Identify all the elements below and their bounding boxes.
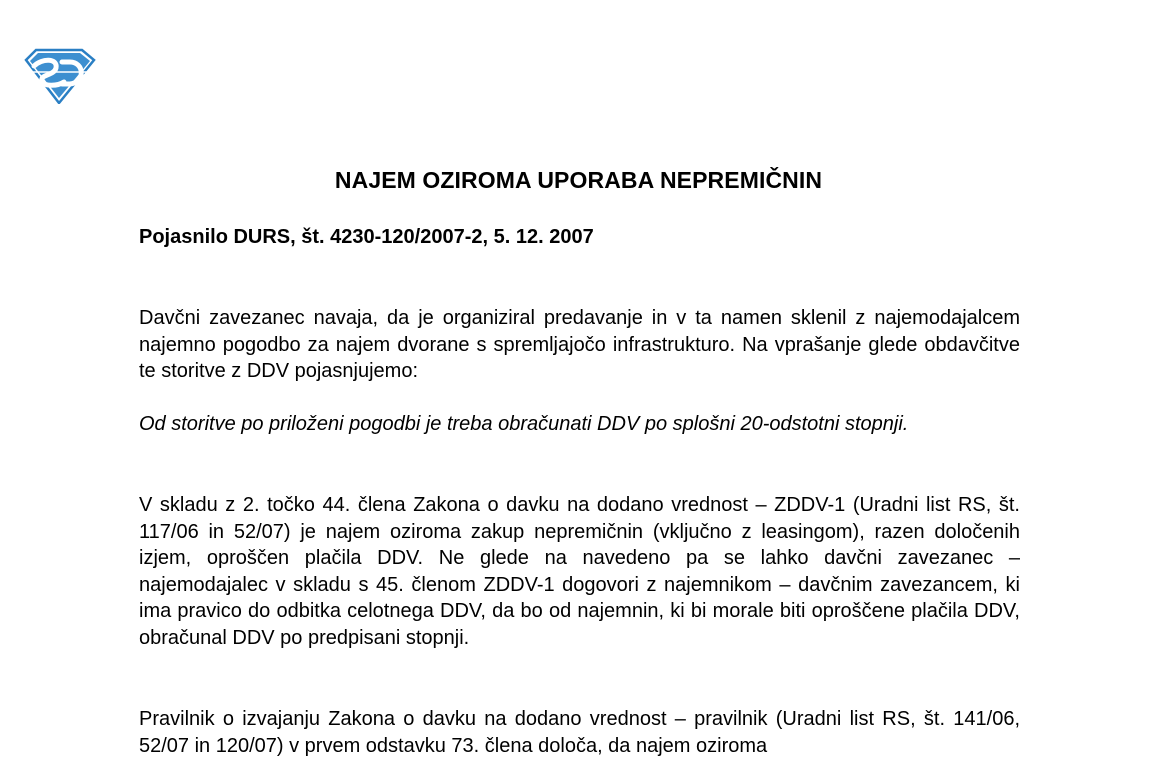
company-logo xyxy=(22,48,96,104)
page-title: NAJEM OZIROMA UPORABA NEPREMIČNIN xyxy=(334,167,823,193)
document-reference: Pojasnilo DURS, št. 4230-120/2007-2, 5. 12. 2007 xyxy=(139,226,594,248)
paragraph-intro: Davčni zavezanec navaja, da je organiziral predavanje in v ta namen sklenil z najemodajalcem najemno pogodbo za najem dvorane s spremljajočo infrastrukturo. Na vprašanje glede obdavčitve te storitve z DDV pojasnjujemo: xyxy=(139,307,1020,383)
paragraph-answer: Od storitve po priloženi pogodbi je treba obračunati DDV po splošni 20-odstotni stopnji. xyxy=(139,413,909,435)
paragraph-legal-basis: V skladu z 2. točko 44. člena Zakona o davku na dodano vrednost – ZDDV-1 (Uradni list RS, št. 117/06 in 52/07) je najem oziroma zakup nepremičnin (vključno z leasingom), razen določenih izjem, oproščen plačila DDV. Ne glede na navedeno pa se lahko davčni zavezanec – najemodajalec v skladu s 45. členom ZDDV-1 dogovori z najemnikom – davčnim zavezancem, ki ima pravico do odbitka celotnega DDV, da bo od najemnin, ki bi morale biti oproščene plačila DDV, obračunal DDV po predpisani stopnji. xyxy=(139,494,1020,649)
paragraph-regulation: Pravilnik o izvajanju Zakona o davku na dodano vrednost – pravilnik (Uradni list RS, št. 141/06, 52/07 in 120/07) v prvem odstavku 73. člena določa, da najem oziroma xyxy=(139,708,1020,757)
